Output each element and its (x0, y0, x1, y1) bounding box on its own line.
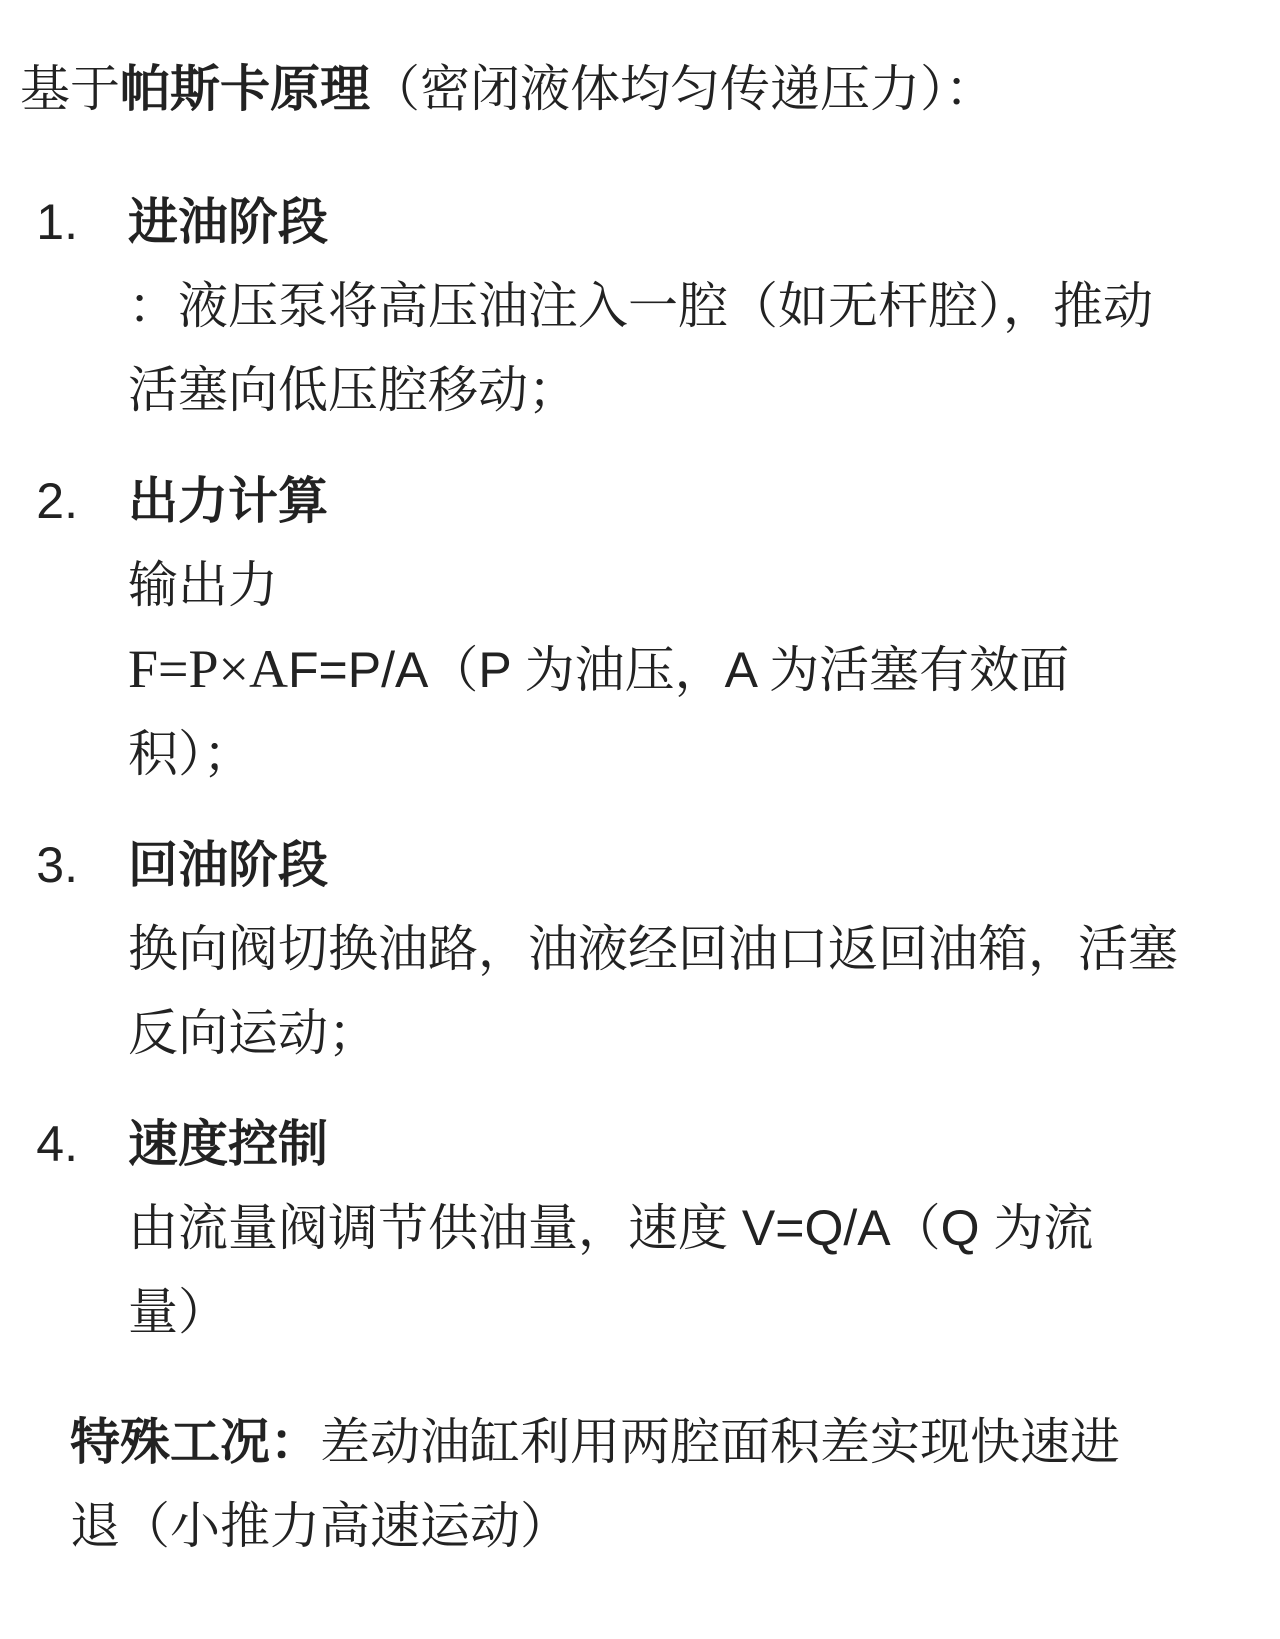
page-title (20, 47, 1250, 131)
special-note-line (70, 1400, 1250, 1484)
formula-note: （P 为油压，A 为活塞有效面 (428, 642, 1070, 698)
item-number: 4. (36, 1116, 78, 1172)
item-text-line: 量） (128, 1284, 228, 1340)
formula-sans-part: F=P/A (287, 642, 429, 698)
item-text-line: 积）； (128, 726, 253, 782)
special-note-line: 退（小推力高速运动） (70, 1498, 570, 1554)
item-text-line: 反向运动； (128, 1005, 378, 1061)
item-text-line: ：液压泵将高压油注入一腔（如无杆腔），推动 (128, 278, 1153, 334)
item-text-line: 输出力 (128, 557, 278, 613)
list-item-force-calc (20, 459, 1250, 796)
special-note-text: 差动油缸利用两腔面积差实现快速进 (320, 1414, 1120, 1470)
heading-prefix: 基于 (20, 61, 120, 117)
item-text-line: 由流量阀调节供油量，速度 V=Q/A（Q 为流 (128, 1200, 1094, 1256)
item-body (128, 1102, 1093, 1354)
item-body (128, 180, 1153, 432)
formula-line (128, 627, 1069, 712)
item-title: 出力计算 (128, 473, 328, 529)
heading-suffix: （密闭液体均匀传递压力）： (370, 61, 995, 117)
item-number: 3. (36, 837, 78, 893)
item-body (128, 459, 1069, 796)
steps-list (20, 180, 1250, 1354)
special-note (70, 1400, 1250, 1568)
item-text-line: 换向阀切换油路，油液经回油口返回油箱，活塞 (128, 921, 1178, 977)
item-text-line: 活塞向低压腔移动； (128, 362, 578, 418)
special-note-term: 特殊工况： (70, 1414, 320, 1470)
item-title: 回油阶段 (128, 837, 328, 893)
item-number: 2. (36, 473, 78, 529)
item-title: 速度控制 (128, 1116, 328, 1172)
item-title: 进油阶段 (128, 194, 328, 250)
formula-serif-part: F=P×A (128, 639, 288, 699)
list-item-oil-inlet (20, 180, 1250, 432)
list-item-speed-control (20, 1102, 1250, 1354)
item-number: 1. (36, 194, 78, 250)
heading-bold-term: 帕斯卡原理 (120, 61, 370, 117)
list-item-oil-return (20, 823, 1250, 1075)
item-body (128, 823, 1178, 1075)
